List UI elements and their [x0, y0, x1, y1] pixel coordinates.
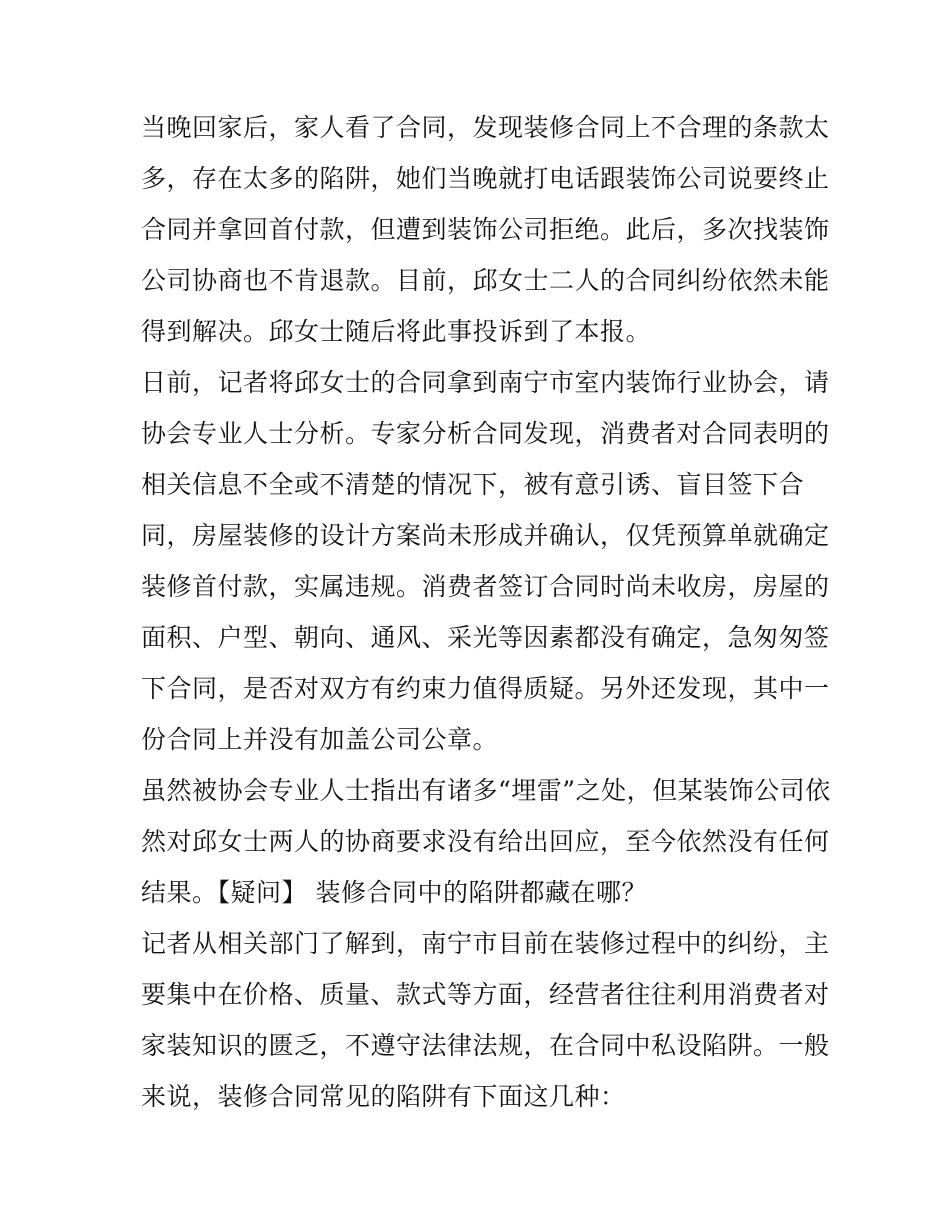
text-line: 来说，装修合同常见的陷阱有下面这几种：: [141, 1082, 626, 1111]
text-line: 装修首付款，实属违规。消费者签订合同时尚未收房，房屋的: [141, 572, 830, 601]
text-line: 相关信息不全或不清楚的情况下，被有意引诱、盲目签下合: [141, 470, 805, 499]
text-line: 日前，记者将邱女士的合同拿到南宁市室内装饰行业协会，请: [141, 368, 830, 397]
text-line: 得到解决。邱女士随后将此事投诉到了本报。: [141, 317, 652, 346]
text-line: 记者从相关部门了解到，南宁市目前在装修过程中的纠纷，主: [141, 929, 830, 958]
text-line: 同，房屋装修的设计方案尚未形成并确认，仅凭预算单就确定: [141, 521, 830, 550]
text-line: 多，存在太多的陷阱，她们当晚就打电话跟装饰公司说要终止: [141, 164, 830, 193]
text-line: 要集中在价格、质量、款式等方面，经营者往往利用消费者对: [141, 980, 830, 1009]
text-line: 当晚回家后，家人看了合同，发现装修合同上不合理的条款太: [141, 113, 830, 142]
text-line: 份合同上并没有加盖公司公章。: [141, 725, 499, 754]
text-line: 虽然被协会专业人士指出有诸多“埋雷”之处，但某装饰公司依: [141, 776, 831, 805]
text-line: 家装知识的匮乏，不遵守法律法规，在合同中私设陷阱。一般: [141, 1031, 830, 1060]
text-line: 协会专业人士分析。专家分析合同发现，消费者对合同表明的: [141, 419, 830, 448]
text-line: 公司协商也不肯退款。目前，邱女士二人的合同纠纷依然未能: [141, 266, 830, 295]
text-line: 合同并拿回首付款，但遭到装饰公司拒绝。此后，多次找装饰: [141, 215, 830, 244]
text-line: 然对邱女士两人的协商要求没有给出回应，至今依然没有任何: [141, 827, 830, 856]
text-line: 下合同，是否对双方有约束力值得质疑。另外还发现，其中一: [141, 674, 830, 703]
text-line: 结果。【疑问】 装修合同中的陷阱都藏在哪？: [141, 878, 647, 907]
text-line: 面积、户型、朝向、通风、采光等因素都没有确定，急匆匆签: [141, 623, 830, 652]
